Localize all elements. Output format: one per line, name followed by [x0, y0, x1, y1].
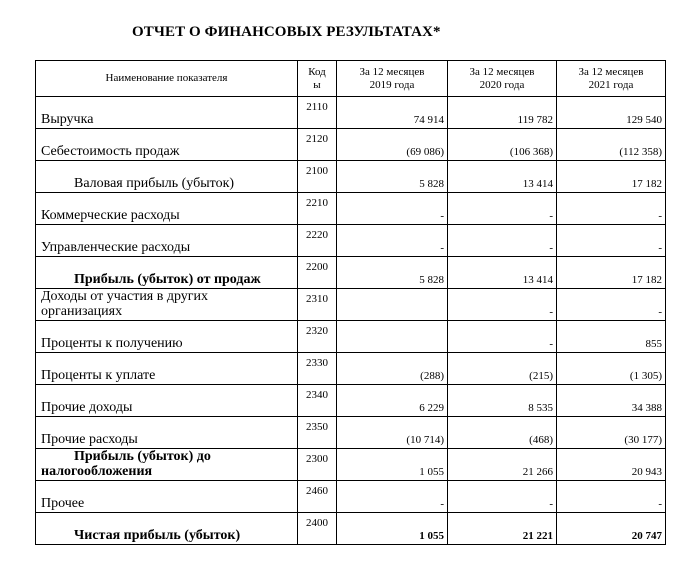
row-name: Управленческие расходы	[36, 225, 298, 257]
value-2020: -	[448, 193, 557, 225]
table-row	[36, 257, 666, 289]
table-row	[36, 417, 666, 449]
value-2021: 17 182	[557, 161, 666, 193]
row-code: 2120	[298, 129, 337, 161]
table-header-row	[36, 61, 666, 97]
value-2019: -	[337, 481, 448, 513]
value-2019: 1 055	[337, 513, 448, 545]
header-2019-line2: 2019 года	[369, 78, 415, 91]
row-code: 2310	[298, 289, 337, 321]
table-row	[36, 321, 666, 353]
table-row	[36, 161, 666, 193]
row-code: 2100	[298, 161, 337, 193]
table-row	[36, 353, 666, 385]
value-2019: -	[337, 225, 448, 257]
value-2020: -	[448, 289, 557, 321]
table-row	[36, 289, 666, 321]
value-2021: -	[557, 193, 666, 225]
header-code	[298, 61, 337, 97]
financial-results-table	[35, 60, 666, 545]
row-code: 2210	[298, 193, 337, 225]
value-2020: 8 535	[448, 385, 557, 417]
table-row	[36, 449, 666, 481]
value-2019: (288)	[337, 353, 448, 385]
value-2021: 17 182	[557, 257, 666, 289]
row-code: 2340	[298, 385, 337, 417]
row-name	[36, 289, 298, 321]
row-name-line2: налогообложения	[41, 464, 153, 479]
value-2020: 21 221	[448, 513, 557, 545]
header-code-line2: ы	[313, 78, 321, 91]
value-2020: 21 266	[448, 449, 557, 481]
value-2021: -	[557, 481, 666, 513]
value-2020: (468)	[448, 417, 557, 449]
report-title: ОТЧЕТ О ФИНАНСОВЫХ РЕЗУЛЬТАТАХ*	[132, 24, 441, 40]
value-2019	[337, 289, 448, 321]
table-row	[36, 513, 666, 545]
value-2020: 13 414	[448, 257, 557, 289]
value-2020: -	[448, 321, 557, 353]
value-2019: 5 828	[337, 161, 448, 193]
row-name: Прочее	[36, 481, 298, 513]
row-code: 2320	[298, 321, 337, 353]
row-code: 2110	[298, 97, 337, 129]
value-2021: (112 358)	[557, 129, 666, 161]
row-name: Выручка	[36, 97, 298, 129]
value-2019: 74 914	[337, 97, 448, 129]
header-2021-line1: За 12 месяцев	[578, 65, 644, 78]
row-name: Проценты к уплате	[36, 353, 298, 385]
table-row	[36, 193, 666, 225]
value-2021: -	[557, 289, 666, 321]
header-code-line1: Код	[308, 65, 326, 78]
table-row	[36, 385, 666, 417]
row-name: Чистая прибыль (убыток)	[36, 513, 298, 545]
value-2021: 129 540	[557, 97, 666, 129]
row-code: 2220	[298, 225, 337, 257]
row-name: Прочие расходы	[36, 417, 298, 449]
table-row	[36, 129, 666, 161]
value-2021: 34 388	[557, 385, 666, 417]
value-2020: -	[448, 481, 557, 513]
row-name: Прочие доходы	[36, 385, 298, 417]
row-name-line1: Прибыль (убыток) до	[74, 449, 211, 464]
value-2019: 1 055	[337, 449, 448, 481]
row-name	[36, 449, 298, 481]
header-2021-line2: 2021 года	[588, 78, 634, 91]
value-2019: -	[337, 193, 448, 225]
value-2021: -	[557, 225, 666, 257]
value-2021: (1 305)	[557, 353, 666, 385]
row-name: Проценты к получению	[36, 321, 298, 353]
value-2020: -	[448, 225, 557, 257]
value-2020: 119 782	[448, 97, 557, 129]
value-2020: 13 414	[448, 161, 557, 193]
row-code: 2300	[298, 449, 337, 481]
value-2019: (69 086)	[337, 129, 448, 161]
value-2019: (10 714)	[337, 417, 448, 449]
table-row	[36, 481, 666, 513]
header-2020-line2: 2020 года	[479, 78, 525, 91]
row-code: 2400	[298, 513, 337, 545]
header-name: Наименование показателя	[36, 61, 298, 97]
row-code: 2350	[298, 417, 337, 449]
row-name: Себестоимость продаж	[36, 129, 298, 161]
row-name-line1: Доходы от участия в других	[41, 289, 209, 304]
value-2021: 855	[557, 321, 666, 353]
row-name-line2: организациях	[41, 304, 123, 319]
row-code: 2460	[298, 481, 337, 513]
value-2019: 5 828	[337, 257, 448, 289]
value-2019: 6 229	[337, 385, 448, 417]
value-2020: (106 368)	[448, 129, 557, 161]
header-2019-line1: За 12 месяцев	[359, 65, 425, 78]
header-2019	[337, 61, 448, 97]
header-2020-line1: За 12 месяцев	[469, 65, 535, 78]
value-2021: 20 943	[557, 449, 666, 481]
value-2019	[337, 321, 448, 353]
row-name: Прибыль (убыток) от продаж	[36, 257, 298, 289]
row-code: 2330	[298, 353, 337, 385]
value-2021: (30 177)	[557, 417, 666, 449]
row-code: 2200	[298, 257, 337, 289]
table-row	[36, 97, 666, 129]
header-2021	[557, 61, 666, 97]
row-name: Коммерческие расходы	[36, 193, 298, 225]
row-name: Валовая прибыль (убыток)	[36, 161, 298, 193]
value-2020: (215)	[448, 353, 557, 385]
header-2020	[448, 61, 557, 97]
value-2021: 20 747	[557, 513, 666, 545]
table-row	[36, 225, 666, 257]
